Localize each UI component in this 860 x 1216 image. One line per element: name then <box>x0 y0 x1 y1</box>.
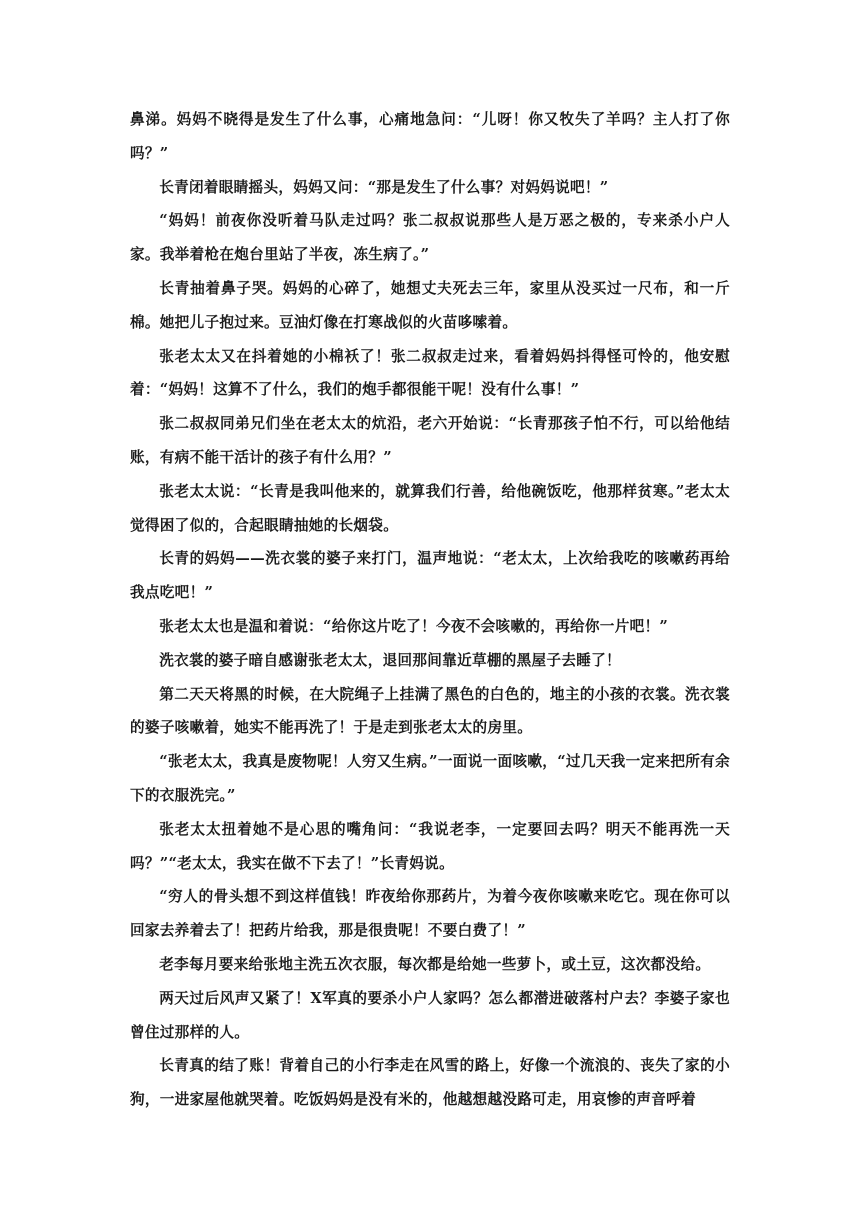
paragraph: 张二叔叔同弟兄们坐在老太太的炕沿，老六开始说：“长青那孩子怕不行，可以给他结账，有病不能干活计的孩子有什么用？” <box>130 415 730 466</box>
document-body <box>130 103 730 1117</box>
paragraph: 张老太太说：“长青是我叫他来的，就算我们行善，给他碗饭吃，他那样贫寒。”老太太觉得困了似的，合起眼睛抽她的长烟袋。 <box>130 482 730 534</box>
paragraph: 老李每月要来给张地主洗五次衣服，每次都是给她一些萝卜，或土豆，这次都没给。 <box>159 955 711 973</box>
paragraph: “妈妈！前夜你没听着马队走过吗？张二叔叔说那些人是万恶之极的，专来杀小户人家。我举着枪在炮台里站了半夜，冻生病了。” <box>130 212 730 264</box>
paragraph: 两天过后风声又紧了！X军真的要杀小户人家吗？怎么都潜进破落村户去？李婆子家也曾住过那样的人。 <box>130 989 730 1041</box>
paragraph: 张老太太又在抖着她的小棉袄了！张二叔叔走过来，看着妈妈抖得怪可怜的，他安慰着：“妈妈！这算不了什么，我们的炮手都很能干呢！没有什么事！” <box>130 347 730 399</box>
paragraph: “张老太太，我真是废物呢！人穷又生病。”一面说一面咳嗽，“过几天我一定来把所有余下的衣服洗完。” <box>130 753 730 804</box>
paragraph: “穷人的骨头想不到这样值钱！昨夜给你那药片，为着今夜你咳嗽来吃它。现在你可以回家去养着去了！把药片给我，那是很贵呢！不要白费了！” <box>130 888 730 940</box>
paragraph: 张老太太扭着她不是心思的嘴角问：“我说老李，一定要回去吗？明天不能再洗一天吗？”“老太太，我实在做不下去了！”长青妈说。 <box>130 820 730 872</box>
paragraph: 鼻涕。妈妈不晓得是发生了什么事，心痛地急问：“儿呀！你又牧失了羊吗？主人打了你吗？” <box>130 111 730 162</box>
paragraph: 张老太太也是温和着说：“给你这片吃了！今夜不会咳嗽的，再给你一片吧！” <box>159 617 669 635</box>
paragraph: 长青真的结了账！背着自己的小行李走在风雪的路上，好像一个流浪的、丧失了家的小狗，一进家屋他就哭着。吃饭妈妈是没有米的，他越想越没路可走，用哀惨的声音呼着 <box>130 1057 730 1109</box>
paragraph: 洗衣裳的婆子暗自感谢张老太太，退回那间靠近草棚的黑屋子去睡了！ <box>159 651 621 669</box>
paragraph: 长青抽着鼻子哭。妈妈的心碎了，她想丈夫死去三年，家里从没买过一尺布，和一斤棉。她把儿子抱过来。豆油灯像在打寒战似的火苗哆嗦着。 <box>130 279 730 331</box>
paragraph: 第二天天将黑的时候，在大院绳子上挂满了黑色的白色的，地主的小孩的衣裳。洗衣裳的婆子咳嗽着，她实不能再洗了！于是走到张老太太的房里。 <box>130 685 730 737</box>
paragraph: 长青的妈妈——洗衣裳的婆子来打门，温声地说：“老太太，上次给我吃的咳嗽药再给我点吃吧！” <box>130 550 730 602</box>
paragraph: 长青闭着眼睛摇头，妈妈又问：“那是发生了什么事？对妈妈说吧！” <box>159 178 609 196</box>
